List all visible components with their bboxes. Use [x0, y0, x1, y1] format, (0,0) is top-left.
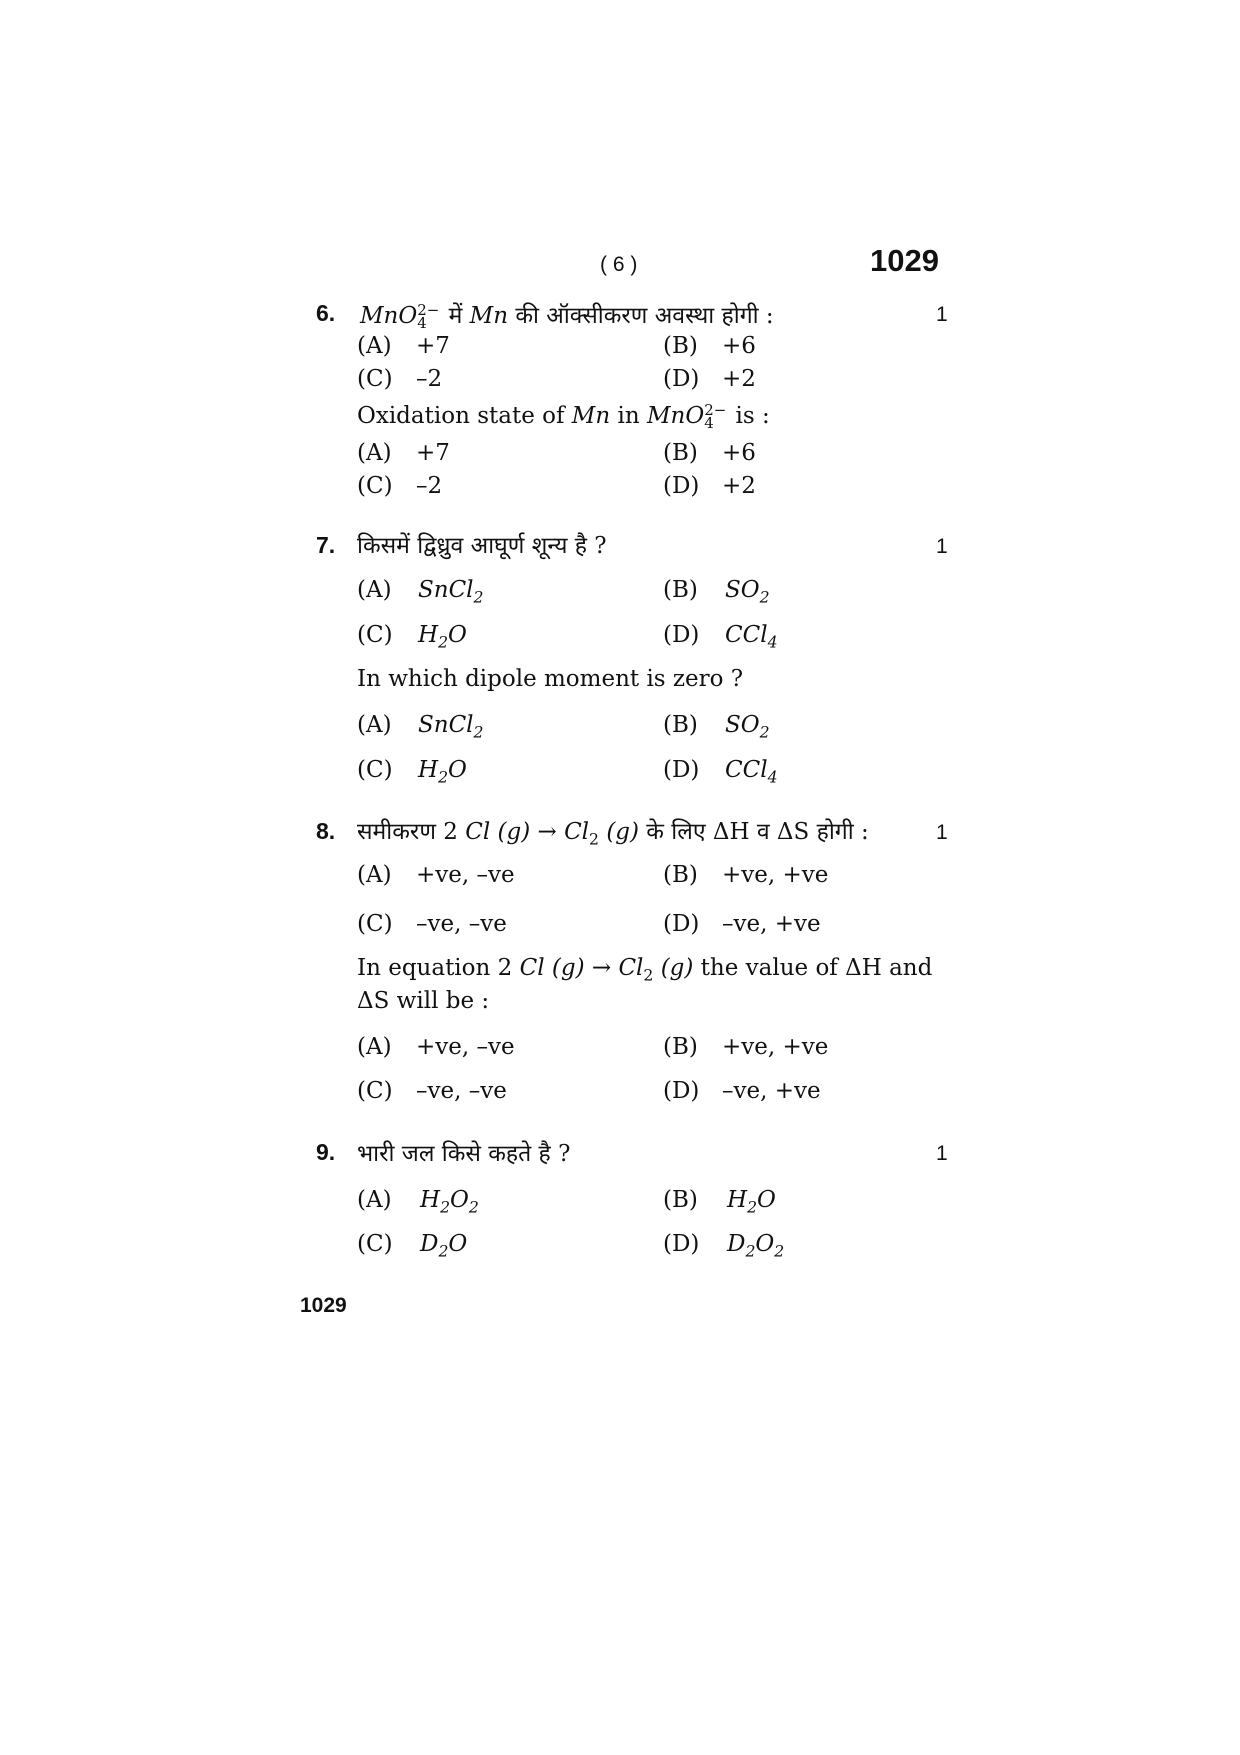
- option-text: –2: [416, 473, 443, 499]
- option-text: –2: [416, 366, 443, 392]
- option-letter: (C): [357, 366, 393, 392]
- option-text: –ve, –ve: [416, 911, 507, 937]
- marks: 1: [936, 535, 948, 558]
- option-formula: CCl$_4$: [725, 757, 778, 787]
- option-formula: $SO_2$: [725, 712, 770, 742]
- option-letter: (B): [663, 333, 698, 359]
- option-letter: (C): [357, 622, 393, 648]
- option-formula: SnCl$_2$: [418, 577, 484, 607]
- option-letter: (A): [357, 712, 392, 738]
- question-text-hindi: [360, 298, 774, 330]
- option-formula: $D_2O$: [420, 1231, 468, 1261]
- option-formula: $D_2O_2$: [727, 1231, 785, 1261]
- question-text-english: In equation 2 Cl $(g) \to Cl_2$ (g) the value of ΔH and: [357, 955, 933, 985]
- question-text-hindi: किसमें द्विध्रुव आघूर्ण शून्य है ?: [357, 533, 607, 559]
- option-letter: (D): [663, 366, 700, 392]
- text: की ऑक्सीकरण अवस्था होगी :: [515, 303, 774, 329]
- option-letter: (A): [357, 862, 392, 888]
- question-number: 8.: [316, 818, 336, 844]
- option-letter: (D): [663, 911, 700, 937]
- option-letter: (C): [357, 757, 393, 783]
- option-letter: (B): [663, 1034, 698, 1060]
- option-text: –ve, +ve: [722, 1078, 821, 1104]
- text: में: [448, 303, 463, 329]
- option-letter: (C): [357, 473, 393, 499]
- option-letter: (B): [663, 577, 698, 603]
- formula-charge: 2− 4: [417, 301, 440, 332]
- option-text: +ve, –ve: [416, 862, 515, 888]
- question-number: 9.: [316, 1139, 336, 1165]
- option-formula: $H_2O_2$: [420, 1187, 479, 1217]
- option-letter: (A): [357, 577, 392, 603]
- question-number: 6.: [316, 300, 336, 326]
- option-letter: (A): [357, 1034, 392, 1060]
- option-letter: (C): [357, 911, 393, 937]
- page-indicator: ( 6 ): [600, 253, 638, 276]
- option-text: +7: [416, 440, 450, 466]
- option-formula: $H_2O$: [418, 622, 467, 652]
- option-letter: (B): [663, 862, 698, 888]
- option-text: +ve, +ve: [722, 1034, 829, 1060]
- marks: 1: [936, 821, 948, 844]
- option-text: +7: [416, 333, 450, 359]
- option-letter: (A): [357, 333, 392, 359]
- option-letter: (B): [663, 712, 698, 738]
- option-letter: (D): [663, 1078, 700, 1104]
- option-formula: $H_2O$: [727, 1187, 776, 1217]
- option-letter: (A): [357, 440, 392, 466]
- option-text: +6: [722, 440, 756, 466]
- option-letter: (C): [357, 1231, 393, 1257]
- option-formula: $H_2O$: [418, 757, 467, 787]
- option-text: +2: [722, 473, 756, 499]
- option-formula: SnCl$_2$: [418, 712, 484, 742]
- marks: 1: [936, 1142, 948, 1165]
- question-text-english-line2: ΔS will be :: [357, 988, 490, 1014]
- formula-base: MnO: [360, 303, 418, 329]
- option-letter: (D): [663, 622, 700, 648]
- option-text: –ve, +ve: [722, 911, 821, 937]
- option-letter: (B): [663, 1187, 698, 1213]
- marks: 1: [936, 303, 948, 326]
- option-formula: $SO_2$: [725, 577, 770, 607]
- option-letter: (B): [663, 440, 698, 466]
- question-text-english: In which dipole moment is zero ?: [357, 666, 744, 692]
- paper-code-header: 1029: [870, 243, 939, 278]
- element: Mn: [469, 303, 509, 329]
- question-text-hindi: भारी जल किसे कहते है ?: [357, 1141, 571, 1167]
- option-letter: (A): [357, 1187, 392, 1213]
- question-number: 7.: [316, 532, 336, 558]
- question-text-english: Oxidation state of Mn in MnO 2− 4 is :: [357, 401, 770, 432]
- option-text: +2: [722, 366, 756, 392]
- question-text-hindi: समीकरण 2 Cl $(g) \to Cl_2$ (g) के लिए ΔH व ΔS होगी :: [357, 819, 869, 849]
- option-text: +ve, –ve: [416, 1034, 515, 1060]
- option-letter: (C): [357, 1078, 393, 1104]
- option-text: +ve, +ve: [722, 862, 829, 888]
- paper-code-footer: 1029: [300, 1294, 347, 1317]
- option-letter: (D): [663, 473, 700, 499]
- option-letter: (D): [663, 757, 700, 783]
- option-formula: CCl$_4$: [725, 622, 778, 652]
- option-text: +6: [722, 333, 756, 359]
- option-text: –ve, –ve: [416, 1078, 507, 1104]
- option-letter: (D): [663, 1231, 700, 1257]
